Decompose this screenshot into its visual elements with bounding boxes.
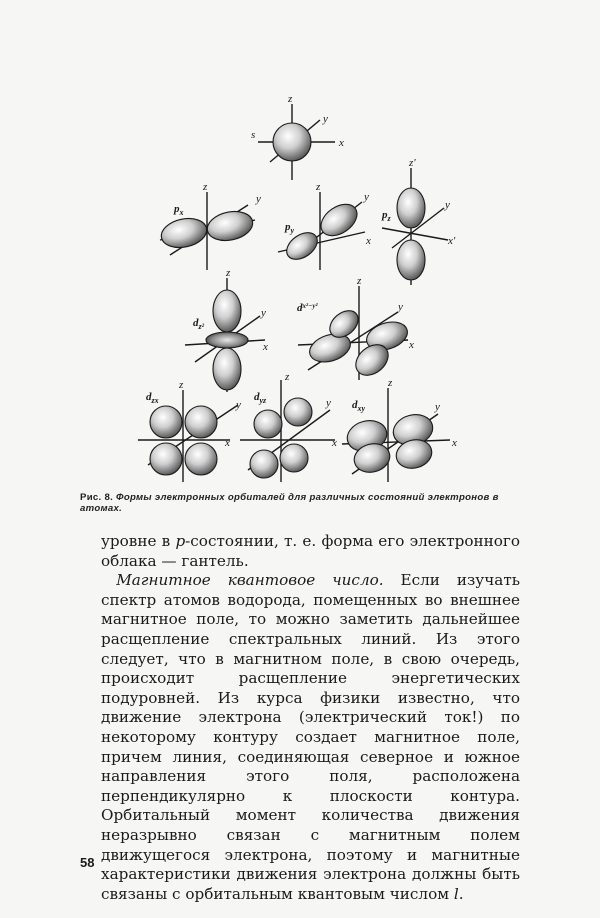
svg-text:z: z <box>288 93 293 105</box>
svg-text:z: z <box>285 371 290 383</box>
svg-text:y: y <box>236 399 241 411</box>
pz-label: $p_z$ <box>382 209 391 223</box>
s-label: s <box>251 129 256 141</box>
svg-text:x: x <box>366 235 371 247</box>
svg-text:x: x <box>225 437 230 449</box>
svg-text:z: z <box>203 181 208 193</box>
svg-text:y: y <box>256 193 261 205</box>
svg-text:y: y <box>323 113 328 125</box>
dyz-orbital <box>240 371 337 482</box>
svg-text:z: z <box>226 267 231 279</box>
svg-text:z': z' <box>409 157 416 169</box>
svg-text:x: x <box>452 437 457 449</box>
svg-text:y: y <box>261 307 266 319</box>
dzx-orbital <box>138 379 241 482</box>
px-orbital <box>159 181 261 270</box>
pz-orbital <box>381 157 456 285</box>
dx2y2-label: $d^{x^2-y^2}$ <box>297 302 318 314</box>
svg-text:y: y <box>326 397 331 409</box>
svg-text:y: y <box>445 199 450 211</box>
svg-text:x: x <box>332 437 337 449</box>
caption-lead: Рис. 8. <box>80 492 114 503</box>
dzx-label: $d_{zx}$ <box>146 391 159 405</box>
figure-caption <box>80 492 530 514</box>
page-number: 58 <box>80 855 95 870</box>
orbital-figure <box>130 80 480 495</box>
svg-text:x: x <box>263 341 268 353</box>
svg-text:x': x' <box>448 235 456 247</box>
dxy-label: $d_{xy}$ <box>352 399 366 413</box>
svg-text:z: z <box>316 181 321 193</box>
dxy-orbital <box>342 377 457 482</box>
py-label: $p_y$ <box>285 221 295 235</box>
svg-text:y: y <box>435 401 440 413</box>
svg-text:x: x <box>409 339 414 351</box>
svg-text:y: y <box>398 301 403 313</box>
term-magnetic-quantum-number: Магнитное квантовое число. <box>116 571 384 590</box>
dz2-label: $d_{z^2}$ <box>193 317 205 331</box>
svg-text:z: z <box>179 379 184 391</box>
px-label: $p_x$ <box>174 203 184 217</box>
svg-text:y: y <box>364 191 369 203</box>
svg-text:z: z <box>388 377 393 389</box>
py-orbital <box>278 181 371 270</box>
caption-text: Формы электронных орбиталей для различных состояний электронов в атомах. <box>80 492 499 514</box>
paragraph-1: уровне в p-состоянии, т. е. форма его электронного облака — гантель. <box>101 532 520 570</box>
svg-text:x: x <box>339 137 344 149</box>
dz2-orbital <box>185 267 268 392</box>
s-orbital <box>251 93 344 180</box>
svg-text:z: z <box>357 275 362 287</box>
dyz-label: $d_{yz}$ <box>254 391 267 405</box>
body-text <box>101 532 520 904</box>
dx2y2-orbital <box>297 275 414 382</box>
paragraph-2: Магнитное квантовое число. Если изучать спектр атомов водорода, помещенных во внешнее магнитное поле, то можно заметить дальнейшее расщепление спектральных линий. Из этого следует, что в магнитном поле, в свою очередь, происходит расщепление энергетических подуровней. Из курса физики известно, что движение электрона (электрический ток!) по некоторому контуру создает магнитное поле, причем линия, соединяющая северное и южное направления этого поля, расположена перпендикулярно к плоскости контура. Орбитальный момент количества движения неразрывно связан с магнитным полем движущегося электрона, поэтому и магнитные характеристики движения электрона должны быть связаны с орбитальным квантовым числом l. <box>101 571 520 903</box>
